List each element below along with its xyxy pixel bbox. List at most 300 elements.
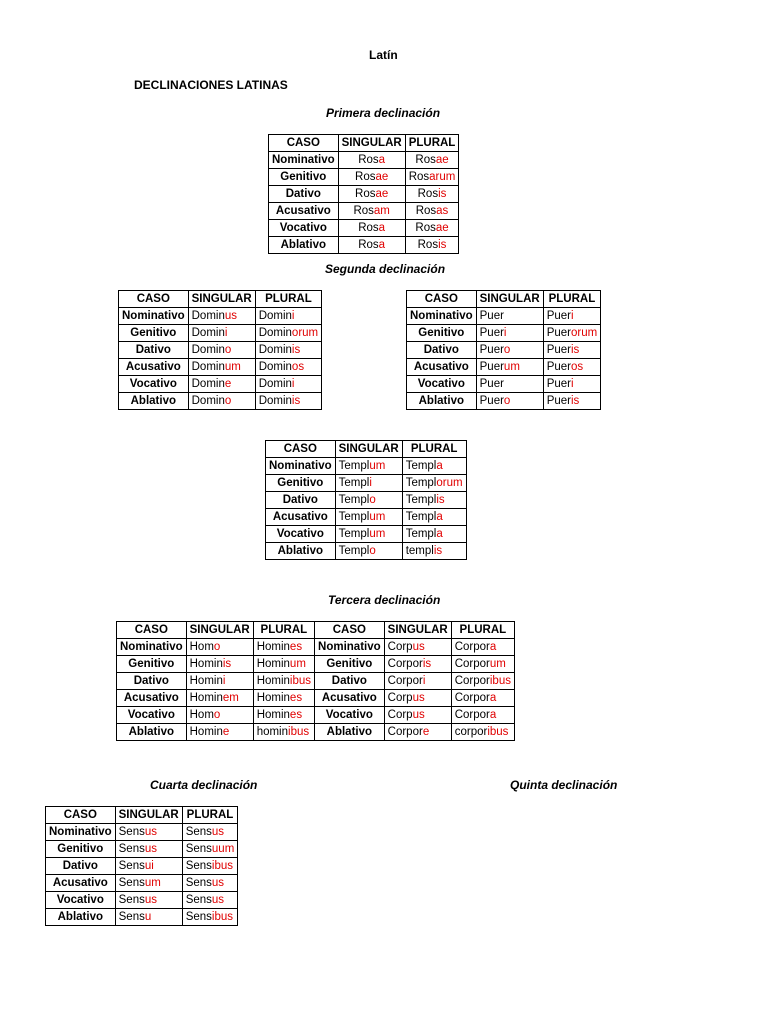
word-ending: um	[144, 877, 161, 889]
word-stem: Puer	[479, 310, 504, 322]
word-ending: i	[369, 477, 372, 489]
header-row	[266, 441, 467, 458]
word-ending: os	[291, 361, 305, 373]
word-ending: es	[289, 641, 303, 653]
form-cell	[543, 342, 601, 359]
case-label: Dativo	[117, 673, 187, 690]
case-label: Ablativo	[119, 393, 189, 410]
word-stem: Corpor	[387, 726, 423, 738]
table-row	[46, 858, 238, 875]
case-label: Nominativo	[117, 639, 187, 656]
heading-quinta: Quinta declinación	[510, 778, 618, 792]
word-stem: Ros	[355, 171, 376, 183]
word-ending: ibus	[288, 726, 310, 738]
word-ending: is	[422, 658, 432, 670]
form-cell	[255, 393, 321, 410]
word-stem: Domin	[191, 344, 225, 356]
case-label: Vocativo	[407, 376, 477, 393]
word-stem: Templ	[405, 494, 437, 506]
case-label: Acusativo	[266, 509, 336, 526]
word-stem: Domin	[191, 361, 225, 373]
table-row	[117, 707, 515, 724]
form-cell	[335, 475, 402, 492]
word-stem: Ros	[358, 222, 379, 234]
word-stem: Domin	[258, 310, 292, 322]
case-label: Dativo	[269, 186, 339, 203]
word-stem: Puer	[546, 327, 571, 339]
header-row	[119, 291, 322, 308]
word-stem: Corpor	[454, 692, 490, 704]
form-cell	[255, 325, 321, 342]
form-cell	[182, 824, 238, 841]
word-ending: us	[144, 843, 157, 855]
table-row	[119, 393, 322, 410]
case-label: Acusativo	[315, 690, 385, 707]
table-segunda-templum	[265, 440, 467, 560]
form-cell	[253, 724, 314, 741]
table-row	[407, 342, 601, 359]
case-label: Vocativo	[119, 376, 189, 393]
column-header: SINGULAR	[338, 135, 405, 152]
word-stem: Puer	[479, 361, 504, 373]
word-stem: homin	[256, 726, 289, 738]
word-ending: us	[211, 894, 225, 906]
table-row	[46, 892, 238, 909]
word-stem: Hom	[189, 709, 214, 721]
case-label: Vocativo	[269, 220, 339, 237]
column-header: CASO	[315, 622, 385, 639]
word-ending: o	[213, 641, 221, 653]
word-stem: Templ	[405, 528, 437, 540]
word-ending: ibus	[289, 675, 312, 687]
case-label: Nominativo	[46, 824, 116, 841]
case-label: Vocativo	[117, 707, 187, 724]
table-row	[117, 724, 515, 741]
table-row	[407, 308, 601, 325]
case-label: Nominativo	[269, 152, 339, 169]
table-cuarta-sensus	[45, 806, 238, 926]
word-stem: Corp	[387, 692, 413, 704]
word-ending: us	[412, 641, 425, 653]
form-cell	[335, 492, 402, 509]
table-row	[46, 909, 238, 926]
column-header: CASO	[407, 291, 477, 308]
form-cell	[384, 707, 451, 724]
word-stem: Puer	[546, 378, 571, 390]
header-row	[117, 622, 515, 639]
form-cell	[182, 858, 238, 875]
table-row	[266, 475, 467, 492]
word-stem: Ros	[358, 239, 379, 251]
form-cell	[115, 841, 182, 858]
column-header: CASO	[266, 441, 336, 458]
word-ending: is	[570, 344, 580, 356]
doc-title: Latín	[369, 48, 398, 62]
word-stem: Templ	[405, 460, 437, 472]
form-cell	[384, 639, 451, 656]
word-stem: Corpor	[387, 675, 423, 687]
table-row	[407, 359, 601, 376]
word-stem: Ros	[415, 205, 437, 217]
table-primera-rosa	[268, 134, 459, 254]
case-label: Ablativo	[117, 724, 187, 741]
word-ending: us	[211, 877, 225, 889]
word-ending: as	[436, 205, 449, 217]
case-label: Genitivo	[117, 656, 187, 673]
form-cell	[335, 543, 402, 560]
word-ending: i	[224, 327, 228, 339]
word-ending: o	[213, 709, 221, 721]
word-ending: is	[436, 494, 445, 506]
word-stem: Sens	[118, 826, 145, 838]
table-segunda-puer	[406, 290, 601, 410]
table-row	[46, 824, 238, 841]
word-ending: em	[222, 692, 239, 704]
form-cell	[338, 203, 405, 220]
word-ending: i	[570, 310, 574, 322]
word-stem: Templ	[338, 511, 370, 523]
word-ending: us	[144, 894, 157, 906]
form-cell	[476, 376, 543, 393]
word-ending: ibus	[489, 675, 511, 687]
word-ending: es	[289, 692, 303, 704]
table-row	[117, 673, 515, 690]
form-cell	[405, 186, 459, 203]
case-label: Dativo	[407, 342, 477, 359]
word-ending: ibus	[487, 726, 509, 738]
form-cell	[384, 724, 451, 741]
case-label: Dativo	[46, 858, 116, 875]
table-row	[117, 656, 515, 673]
case-label: Vocativo	[315, 707, 385, 724]
case-label: Acusativo	[46, 875, 116, 892]
word-stem: Templ	[405, 511, 437, 523]
form-cell	[338, 237, 405, 254]
word-stem: Sens	[118, 860, 145, 872]
word-stem: Corp	[387, 641, 413, 653]
word-ending: is	[438, 239, 447, 251]
form-cell	[253, 690, 314, 707]
word-stem: Domin	[191, 310, 225, 322]
word-stem: Templ	[338, 460, 370, 472]
word-ending: ibus	[211, 911, 234, 923]
word-stem: Ros	[417, 188, 439, 200]
form-cell	[253, 639, 314, 656]
word-ending: orum	[570, 327, 598, 339]
form-cell	[451, 673, 514, 690]
table-row	[269, 152, 459, 169]
case-label: Acusativo	[117, 690, 187, 707]
form-cell	[115, 858, 182, 875]
form-cell	[476, 325, 543, 342]
section-title: DECLINACIONES LATINAS	[134, 78, 288, 92]
case-label: Vocativo	[46, 892, 116, 909]
word-ending: os	[570, 361, 584, 373]
table-row	[119, 325, 322, 342]
word-stem: Sens	[185, 826, 212, 838]
form-cell	[402, 492, 466, 509]
table-row	[269, 203, 459, 220]
table-row	[269, 237, 459, 254]
word-stem: Templ	[338, 528, 370, 540]
form-cell	[543, 376, 601, 393]
word-stem: Sens	[118, 894, 145, 906]
word-ending: a	[436, 528, 443, 540]
column-header: SINGULAR	[186, 622, 253, 639]
word-stem: Puer	[546, 344, 571, 356]
column-header: SINGULAR	[115, 807, 182, 824]
word-ending: a	[489, 709, 497, 721]
word-ending: orum	[291, 327, 319, 339]
table-row	[266, 543, 467, 560]
table-row	[266, 509, 467, 526]
column-header: SINGULAR	[188, 291, 255, 308]
header-row	[407, 291, 601, 308]
form-cell	[182, 841, 238, 858]
word-ending: ibus	[211, 860, 234, 872]
word-stem: Templ	[338, 494, 370, 506]
word-ending: o	[503, 395, 511, 407]
word-ending: o	[369, 494, 376, 506]
form-cell	[182, 875, 238, 892]
form-cell	[451, 639, 514, 656]
form-cell	[335, 509, 402, 526]
word-stem: Ros	[415, 222, 436, 234]
word-ending: ui	[144, 860, 154, 872]
word-stem: Puer	[479, 378, 504, 390]
table-row	[46, 875, 238, 892]
form-cell	[186, 673, 253, 690]
word-stem: Puer	[479, 327, 504, 339]
column-header: CASO	[119, 291, 189, 308]
form-cell	[405, 237, 459, 254]
form-cell	[115, 909, 182, 926]
word-ending: a	[378, 154, 386, 166]
word-ending: i	[503, 327, 507, 339]
word-ending: a	[436, 511, 443, 523]
column-header: PLURAL	[543, 291, 601, 308]
form-cell	[384, 656, 451, 673]
table-row	[407, 376, 601, 393]
heading-tercera: Tercera declinación	[328, 593, 441, 607]
word-ending: um	[289, 658, 306, 670]
header-row	[269, 135, 459, 152]
word-ending: o	[369, 545, 376, 557]
form-cell	[255, 359, 321, 376]
case-label: Vocativo	[266, 526, 336, 543]
case-label: Dativo	[266, 492, 336, 509]
case-label: Acusativo	[407, 359, 477, 376]
word-stem: corpor	[454, 726, 488, 738]
form-cell	[402, 475, 466, 492]
case-label: Dativo	[119, 342, 189, 359]
word-stem: Domin	[258, 395, 292, 407]
column-header: PLURAL	[255, 291, 321, 308]
form-cell	[115, 892, 182, 909]
word-ending: us	[144, 826, 157, 838]
word-stem: Sens	[118, 877, 145, 889]
case-label: Genitivo	[46, 841, 116, 858]
word-ending: is	[291, 344, 301, 356]
form-cell	[384, 673, 451, 690]
column-header: SINGULAR	[384, 622, 451, 639]
word-stem: Sens	[185, 843, 212, 855]
form-cell	[338, 169, 405, 186]
word-stem: Hom	[189, 641, 214, 653]
word-stem: Domin	[258, 361, 292, 373]
word-stem: Domin	[191, 378, 225, 390]
word-ending: a	[378, 239, 386, 251]
case-label: Genitivo	[266, 475, 336, 492]
word-ending: o	[224, 395, 232, 407]
table-row	[269, 220, 459, 237]
word-ending: ae	[435, 222, 449, 234]
form-cell	[543, 325, 601, 342]
form-cell	[182, 892, 238, 909]
word-stem: Homin	[189, 675, 223, 687]
word-stem: Homin	[256, 692, 290, 704]
form-cell	[338, 186, 405, 203]
word-ending: is	[433, 545, 443, 557]
word-stem: Puer	[546, 395, 571, 407]
form-cell	[405, 169, 459, 186]
case-label: Genitivo	[407, 325, 477, 342]
table-row	[46, 841, 238, 858]
word-ending: o	[503, 344, 511, 356]
case-label: Acusativo	[119, 359, 189, 376]
column-header: SINGULAR	[476, 291, 543, 308]
form-cell	[402, 543, 466, 560]
form-cell	[255, 308, 321, 325]
table-row	[407, 325, 601, 342]
form-cell	[188, 342, 255, 359]
case-label: Dativo	[315, 673, 385, 690]
case-label: Nominativo	[119, 308, 189, 325]
form-cell	[115, 875, 182, 892]
word-ending: is	[438, 188, 447, 200]
word-stem: Corpor	[454, 675, 490, 687]
form-cell	[543, 308, 601, 325]
word-ending: u	[144, 911, 152, 923]
form-cell	[338, 220, 405, 237]
word-stem: Ros	[358, 154, 379, 166]
table-row	[119, 342, 322, 359]
word-ending: us	[412, 709, 425, 721]
word-ending: arum	[429, 171, 456, 183]
form-cell	[188, 359, 255, 376]
word-ending: um	[369, 511, 386, 523]
column-header: SINGULAR	[335, 441, 402, 458]
word-stem: Homin	[256, 675, 290, 687]
word-ending: um	[503, 361, 520, 373]
word-stem: Homin	[189, 658, 223, 670]
form-cell	[543, 393, 601, 410]
form-cell	[405, 220, 459, 237]
word-ending: ae	[375, 171, 389, 183]
table-row	[269, 186, 459, 203]
table-row	[269, 169, 459, 186]
word-ending: a	[436, 460, 443, 472]
form-cell	[451, 707, 514, 724]
case-label: Nominativo	[315, 639, 385, 656]
case-label: Ablativo	[315, 724, 385, 741]
word-stem: Domin	[258, 327, 292, 339]
word-ending: um	[224, 361, 241, 373]
table-row	[117, 639, 515, 656]
column-header: PLURAL	[182, 807, 238, 824]
form-cell	[476, 359, 543, 376]
word-stem: Domin	[191, 327, 225, 339]
word-stem: Templ	[338, 477, 370, 489]
form-cell	[476, 308, 543, 325]
word-ending: e	[422, 726, 430, 738]
word-ending: a	[378, 222, 386, 234]
table-tercera	[116, 621, 515, 741]
form-cell	[451, 724, 514, 741]
word-stem: Sens	[185, 860, 212, 872]
word-ending: is	[570, 395, 580, 407]
word-ending: e	[222, 726, 230, 738]
form-cell	[188, 393, 255, 410]
word-stem: Sens	[185, 911, 212, 923]
word-stem: Templ	[338, 545, 370, 557]
form-cell	[405, 152, 459, 169]
word-ending: us	[412, 692, 425, 704]
case-label: Ablativo	[266, 543, 336, 560]
word-ending: a	[489, 692, 497, 704]
table-segunda-dominus	[118, 290, 322, 410]
column-header: CASO	[269, 135, 339, 152]
form-cell	[451, 690, 514, 707]
word-ending: orum	[436, 477, 463, 489]
word-stem: Homin	[256, 658, 290, 670]
form-cell	[186, 724, 253, 741]
case-label: Nominativo	[407, 308, 477, 325]
word-ending: is	[222, 658, 232, 670]
form-cell	[182, 909, 238, 926]
table-row	[119, 376, 322, 393]
case-label: Genitivo	[119, 325, 189, 342]
word-stem: Corpor	[454, 658, 490, 670]
column-header: PLURAL	[405, 135, 459, 152]
table-row	[266, 492, 467, 509]
table-row	[266, 526, 467, 543]
form-cell	[543, 359, 601, 376]
word-ending: am	[373, 205, 390, 217]
word-stem: Sens	[185, 877, 212, 889]
word-ending: i	[291, 310, 295, 322]
word-stem: Ros	[415, 154, 436, 166]
word-stem: Sens	[185, 894, 212, 906]
case-label: Ablativo	[269, 237, 339, 254]
case-label: Genitivo	[269, 169, 339, 186]
form-cell	[476, 342, 543, 359]
word-stem: templ	[405, 545, 434, 557]
table-row	[117, 690, 515, 707]
word-ending: ae	[375, 188, 389, 200]
word-ending: e	[224, 378, 232, 390]
word-stem: Ros	[355, 188, 376, 200]
case-label: Genitivo	[315, 656, 385, 673]
form-cell	[384, 690, 451, 707]
form-cell	[186, 639, 253, 656]
word-ending: um	[369, 460, 386, 472]
word-ending: us	[224, 310, 238, 322]
column-header: CASO	[117, 622, 187, 639]
word-stem: Puer	[479, 395, 504, 407]
word-stem: Domin	[258, 344, 292, 356]
word-stem: Sens	[118, 843, 145, 855]
